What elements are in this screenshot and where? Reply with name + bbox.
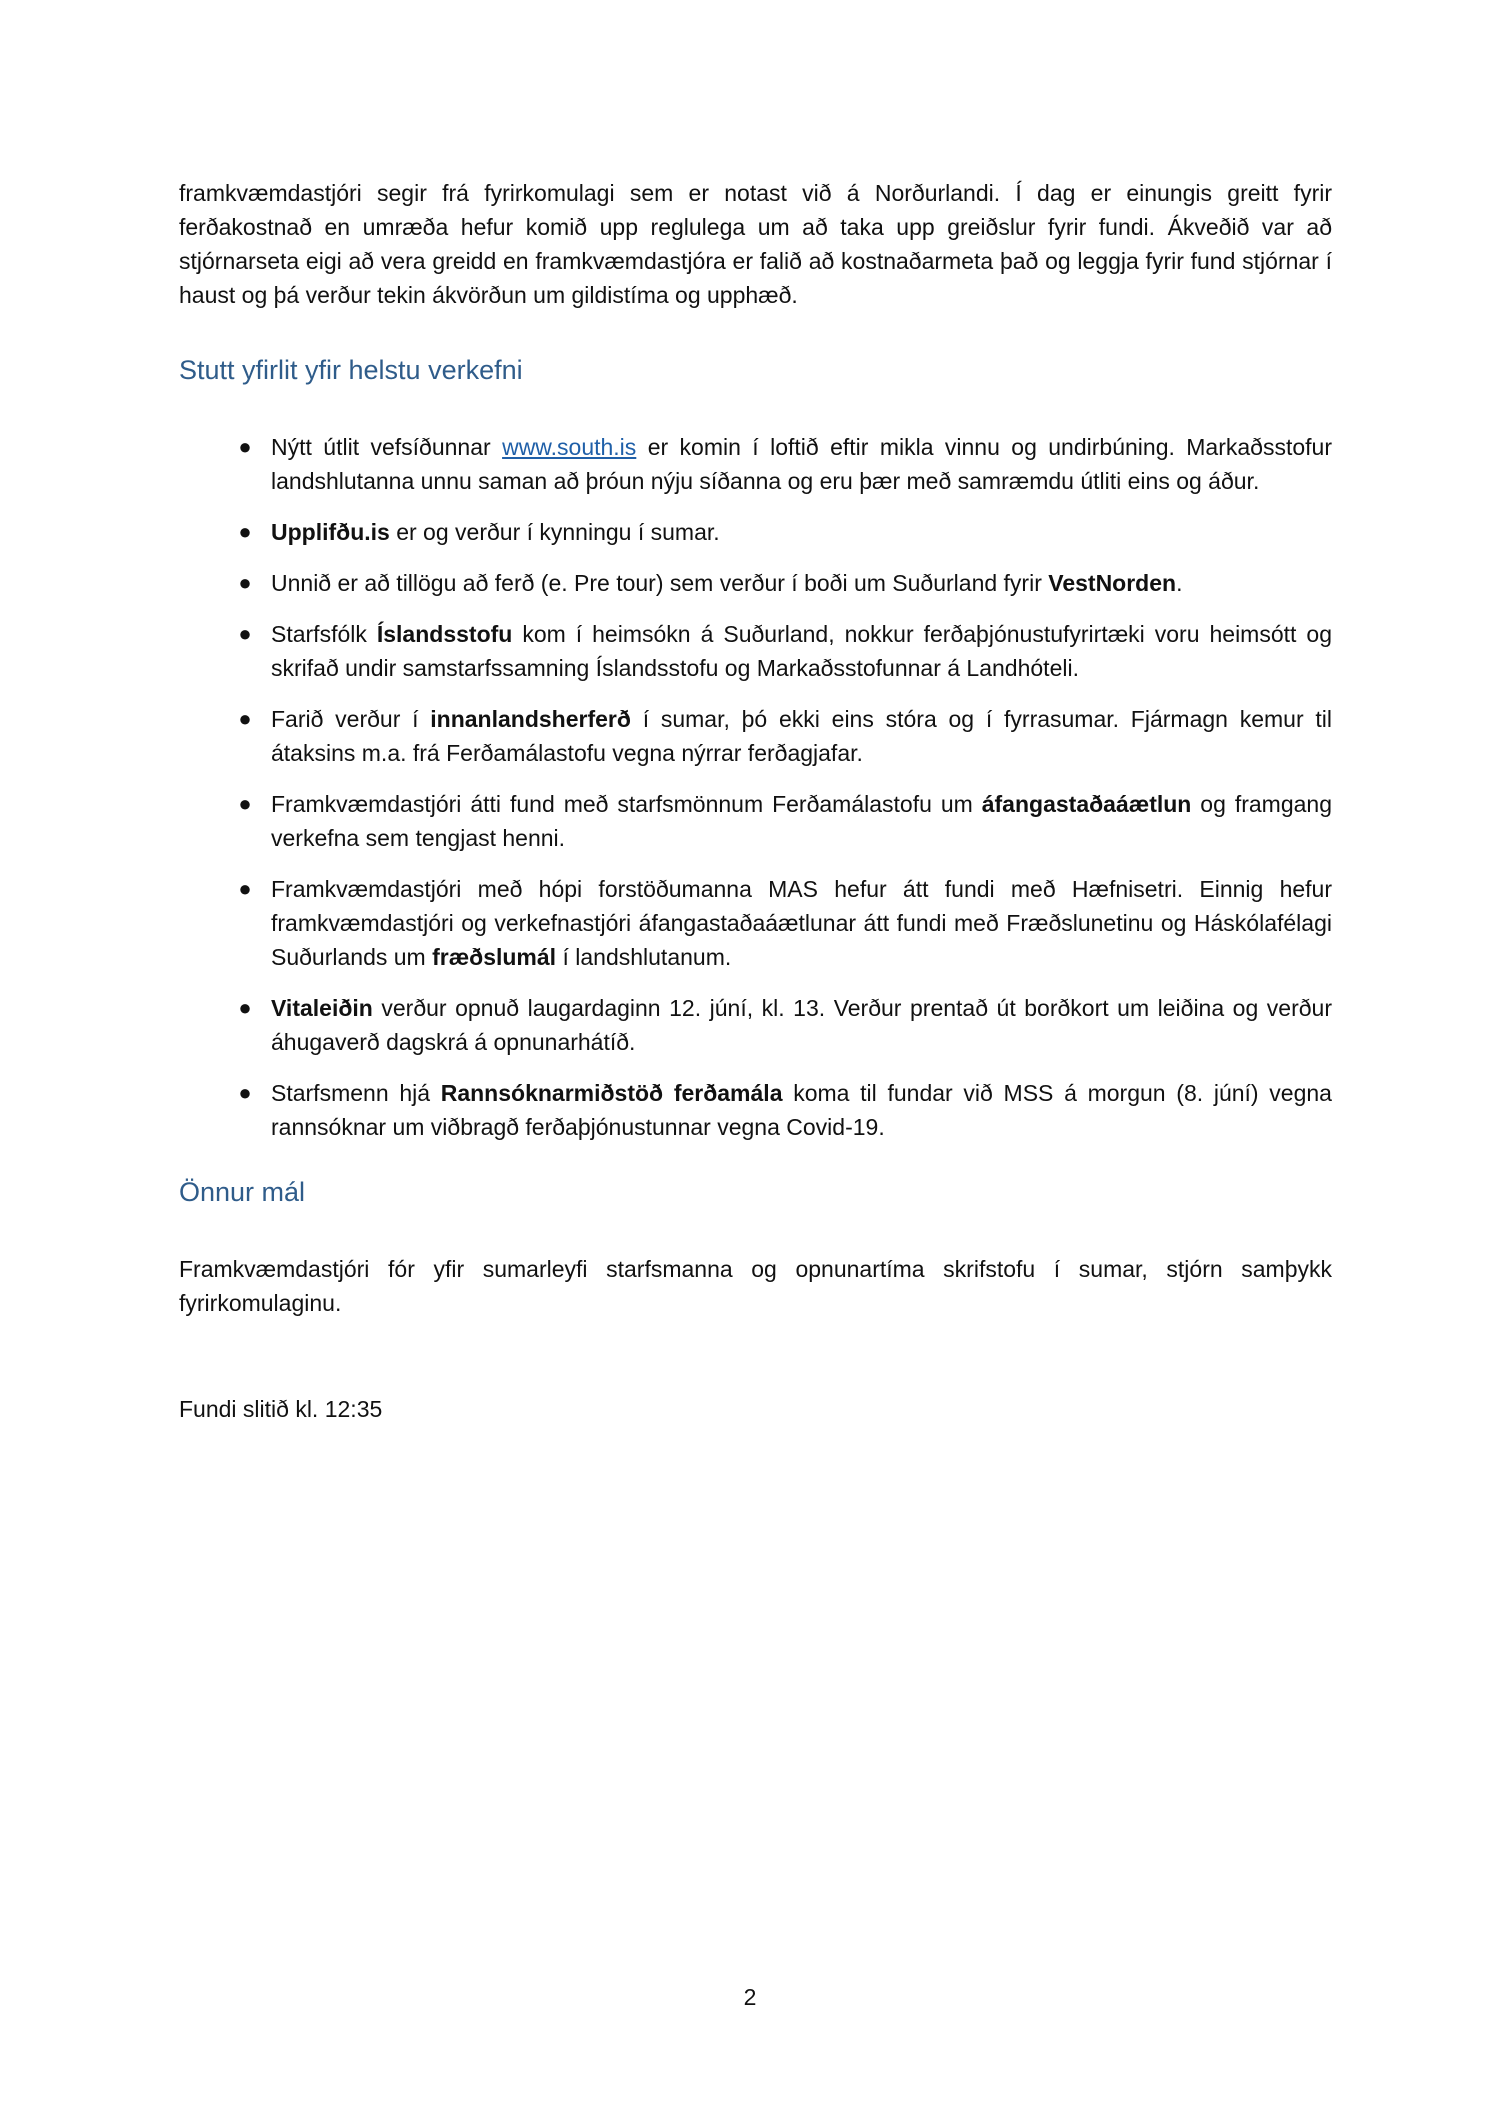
closing-line: Fundi slitið kl. 12:35 xyxy=(179,1396,383,1422)
list-item xyxy=(238,515,1332,549)
item-text: Starfsmenn hjá xyxy=(271,1080,441,1106)
section-heading-overview: Stutt yfirlit yfir helstu verkefni xyxy=(179,355,523,385)
bullet-icon: ● xyxy=(238,995,252,1020)
list-item xyxy=(238,991,1332,1059)
list-item xyxy=(238,566,1332,600)
item-text: og framgang verkefna sem tengjast henni. xyxy=(271,791,1332,851)
item-text: kom í heimsókn á Suðurland, nokkur ferðaþjónustufyrirtæki voru heimsótt og skrifað undir samstarfssamning Íslandsstofu og Markaðsstofunnar á Landhóteli. xyxy=(271,621,1332,681)
item-bold-term: innanlandsherferð xyxy=(430,706,631,732)
item-bold-term: VestNorden xyxy=(1048,570,1177,596)
item-text: er komin í loftið eftir mikla vinnu og undirbúning. Markaðsstofur landshlutanna unnu saman að þróun nýju síðanna og eru þær með samræmdu útliti eins og áður. xyxy=(271,434,1332,494)
list-item xyxy=(238,787,1332,855)
bullet-icon: ● xyxy=(238,434,252,459)
list-item xyxy=(238,617,1332,685)
document-body xyxy=(179,176,1332,1426)
item-text: Unnið er að tillögu að ferð (e. Pre tour) sem verður í boði um Suðurland fyrir xyxy=(271,570,1049,596)
item-text: Nýtt útlit vefsíðunnar xyxy=(271,434,503,460)
item-text: í sumar, þó ekki eins stóra og í fyrrasumar. Fjármagn kemur til átaksins m.a. frá Ferðamálastofu vegna nýrrar ferðagjafar. xyxy=(271,706,1332,766)
item-bold-term: Vitaleiðin xyxy=(271,995,373,1021)
bullet-icon: ● xyxy=(238,706,252,731)
task-list xyxy=(179,430,1332,1144)
list-item xyxy=(238,702,1332,770)
item-text: Farið verður í xyxy=(271,706,431,732)
item-bold-term: Íslandsstofu xyxy=(376,621,513,647)
section-heading-other: Önnur mál xyxy=(179,1177,306,1207)
website-link[interactable]: www.south.is xyxy=(502,434,637,460)
bullet-icon: ● xyxy=(238,791,252,816)
bullet-icon: ● xyxy=(238,519,252,544)
item-text: Framkvæmdastjóri átti fund með starfsmönnum Ferðamálastofu um xyxy=(271,791,982,817)
bullet-icon: ● xyxy=(238,570,252,595)
item-text: er og verður í kynningu í sumar. xyxy=(389,519,720,545)
item-text: Starfsfólk xyxy=(271,621,377,647)
intro-paragraph: framkvæmdastjóri segir frá fyrirkomulagi sem er notast við á Norðurlandi. Í dag er einungis greitt fyrir ferðakostnað en umræða hefur komið upp reglulega um að taka upp greiðslur fyrir fundi. Ákveðið var að stjórnarseta eigi að vera greidd en framkvæmdastjóra er falið að kostnaðarmeta það og leggja fyrir fund stjórnar í haust og þá verður tekin ákvörðun um gildistíma og upphæð. xyxy=(179,180,1332,308)
other-paragraph: Framkvæmdastjóri fór yfir sumarleyfi starfsmanna og opnunartíma skrifstofu í sumar, stjórn samþykk fyrirkomulaginu. xyxy=(179,1256,1332,1316)
bullet-icon: ● xyxy=(238,1080,252,1105)
list-item xyxy=(238,1076,1332,1144)
item-text: koma til fundar við MSS á morgun (8. júní) vegna rannsóknar um viðbragð ferðaþjónustunnar vegna Covid-19. xyxy=(271,1080,1332,1140)
list-item xyxy=(238,430,1332,498)
item-bold-term: áfangastaðaáætlun xyxy=(981,791,1192,817)
item-bold-term: Rannsóknarmiðstöð ferðamála xyxy=(440,1080,783,1106)
bullet-icon: ● xyxy=(238,876,252,901)
item-text: . xyxy=(1176,570,1183,596)
item-bold-term: fræðslumál xyxy=(432,944,557,970)
list-item xyxy=(238,872,1332,974)
page-number: 2 xyxy=(743,1984,757,2010)
item-text: verður opnuð laugardaginn 12. júní, kl. 13. Verður prentað út borðkort um leiðina og verður áhugaverð dagskrá á opnunarhátíð. xyxy=(271,995,1332,1055)
bullet-icon: ● xyxy=(238,621,252,646)
item-text: í landshlutanum. xyxy=(556,944,732,970)
item-bold-term: Upplifðu.is xyxy=(271,519,390,545)
item-text: Framkvæmdastjóri með hópi forstöðumanna MAS hefur átt fundi með Hæfnisetri. Einnig hefur framkvæmdastjóri og verkefnastjóri áfangastaðaáætlunar átt fundi með Fræðslunetinu og Háskólafélagi Suðurlands um xyxy=(271,876,1332,970)
